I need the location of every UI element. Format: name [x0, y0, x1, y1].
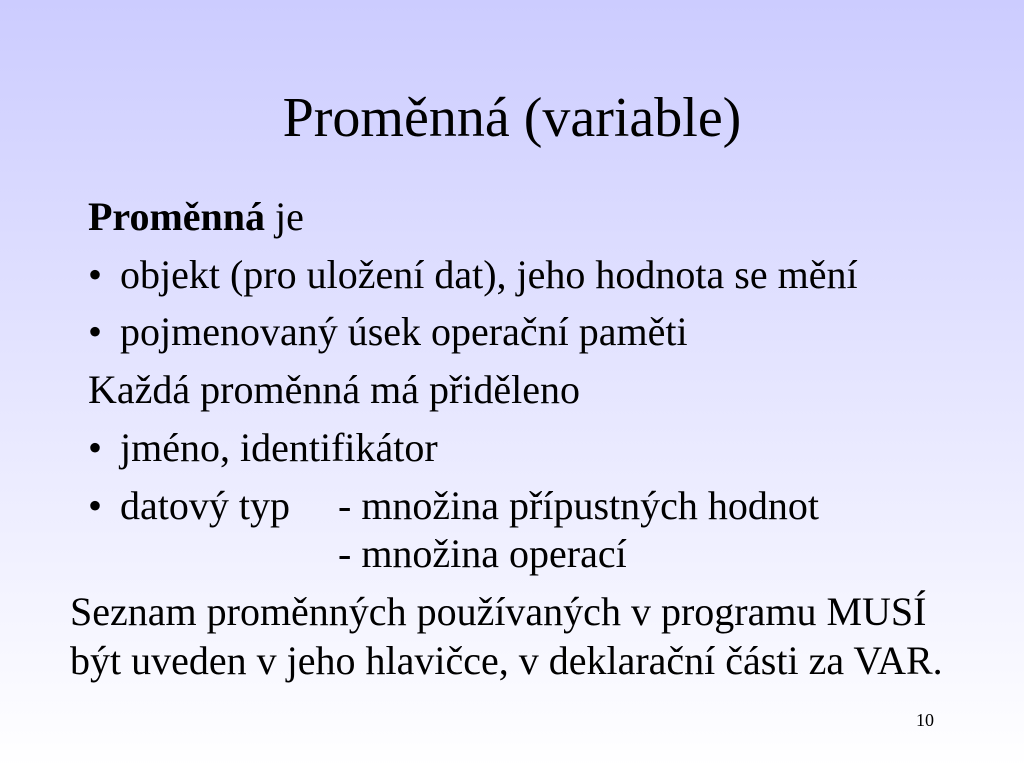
list-item-text: datový typ — [120, 483, 290, 528]
bullet-icon: • — [88, 252, 103, 297]
bullet-icon: • — [88, 483, 103, 528]
page-number: 10 — [916, 710, 934, 730]
bullet-icon: • — [88, 425, 103, 470]
list-item — [88, 309, 688, 355]
list-item-text: objekt (pro uložení dat), jeho hodnota se mění — [120, 252, 858, 297]
data-type-detail: - množina operací — [338, 531, 627, 576]
list-item — [88, 425, 438, 471]
intro-term: Proměnná — [88, 194, 266, 239]
section-heading: Každá proměnná má přiděleno — [88, 367, 581, 412]
intro-line — [88, 194, 304, 240]
bullet-icon: • — [88, 309, 103, 354]
note-line: Seznam proměnných používaných v programu MUSÍ — [70, 589, 927, 634]
intro-text: je — [275, 194, 304, 239]
note-line: být uveden v jeho hlavičce, v deklarační části za VAR. — [70, 638, 943, 683]
list-item-text: jméno, identifikátor — [120, 425, 438, 470]
list-item — [88, 483, 820, 529]
list-item — [88, 252, 858, 298]
list-item-text: pojmenovaný úsek operační paměti — [120, 309, 688, 354]
slide-title: Proměnná (variable) — [282, 87, 742, 149]
data-type-detail: - množina přípustných hodnot — [338, 483, 820, 528]
